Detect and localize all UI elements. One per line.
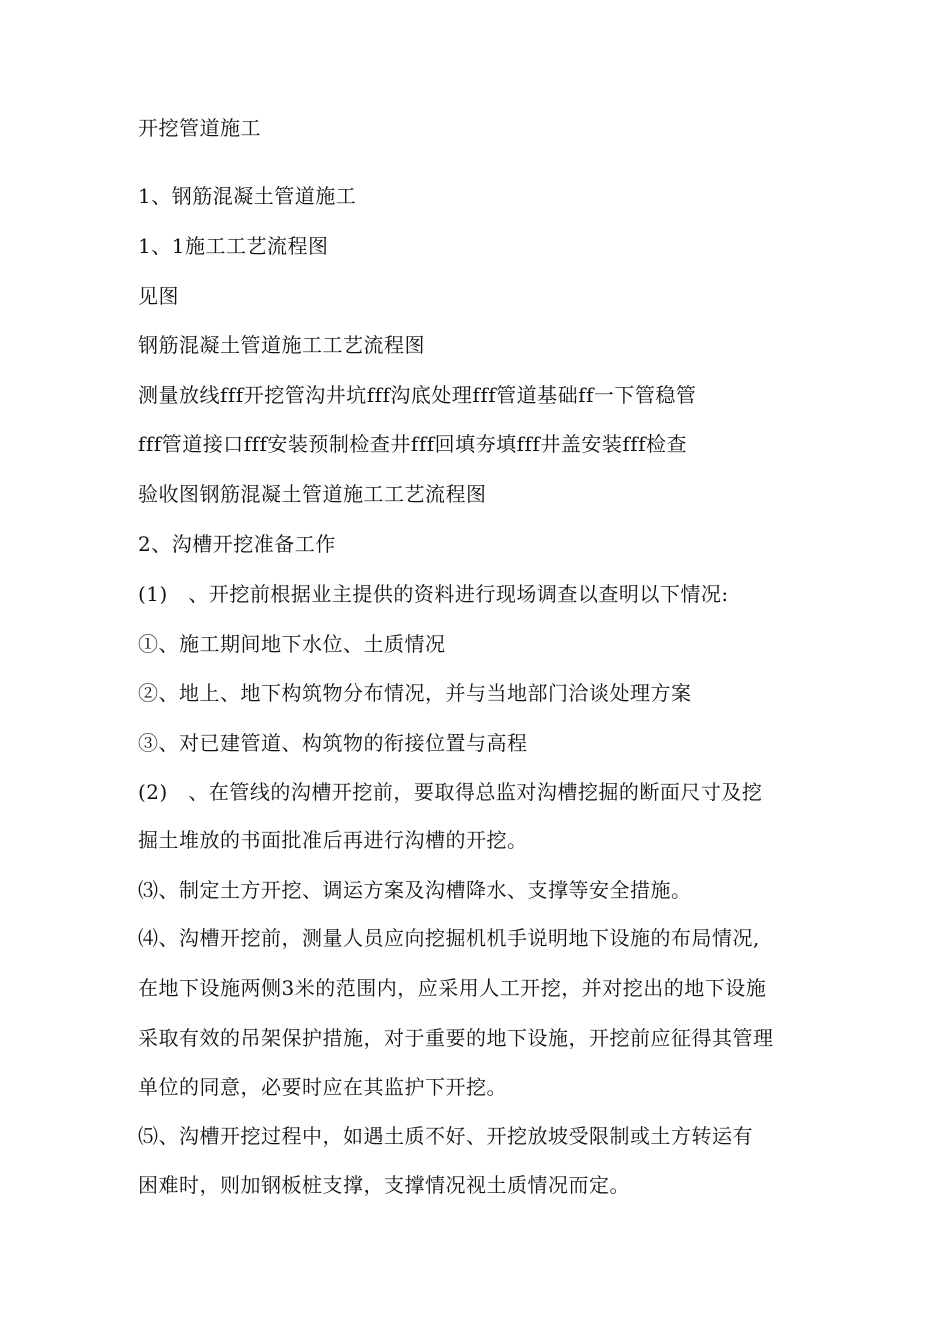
paragraph-line: 验收图钢筋混凝土管道施工工艺流程图 <box>138 482 487 506</box>
paragraph-line: (2) 、在管线的沟槽开挖前，要取得总监对沟槽挖掘的断面尺寸及挖 <box>138 780 763 804</box>
paragraph-line: 困难时，则加钢板桩支撑，支撑情况视土质情况而定。 <box>138 1173 630 1197</box>
paragraph-line: ⑸、沟槽开挖过程中，如遇土质不好、开挖放坡受限制或土方转运有 <box>138 1124 753 1148</box>
document-title: 开挖管道施工 <box>138 116 261 140</box>
flow-line: 测量放线fff开挖管沟井坑fff沟底处理fff管道基础ff一下管稳管 <box>138 383 697 407</box>
heading-1-1: 1、1施工工艺流程图 <box>138 234 329 258</box>
paragraph-line: 掘土堆放的书面批准后再进行沟槽的开挖。 <box>138 828 528 852</box>
paragraph-line: 单位的同意，必要时应在其监护下开挖。 <box>138 1075 507 1099</box>
flow-line: fff管道接口fff安装预制检查井fff回填夯填fff井盖安装fff检查 <box>138 432 688 456</box>
heading-1: 1、钢筋混凝土管道施工 <box>138 184 357 208</box>
heading-2: 2、沟槽开挖准备工作 <box>138 532 336 556</box>
paragraph-line: ⑶、制定土方开挖、调运方案及沟槽降水、支撑等安全措施。 <box>138 878 692 902</box>
paragraph-line: ⑷、沟槽开挖前，测量人员应向挖掘机机手说明地下设施的布局情况, <box>138 926 760 950</box>
paragraph-line: 钢筋混凝土管道施工工艺流程图 <box>138 333 425 357</box>
list-item: ②、地上、地下构筑物分布情况，并与当地部门洽谈处理方案 <box>138 681 692 705</box>
list-item: ③、对已建管道、构筑物的衔接位置与高程 <box>138 731 528 755</box>
paragraph-line: (1) 、开挖前根据业主提供的资料进行现场调查以查明以下情况: <box>138 582 729 606</box>
paragraph-line: 在地下设施两侧3米的范围内，应采用人工开挖，并对挖出的地下设施 <box>138 976 767 1000</box>
paragraph-line: 采取有效的吊架保护措施，对于重要的地下设施，开挖前应征得其管理 <box>138 1026 774 1050</box>
paragraph-line: 见图 <box>138 284 179 308</box>
list-item: ①、施工期间地下水位、土质情况 <box>138 632 446 656</box>
